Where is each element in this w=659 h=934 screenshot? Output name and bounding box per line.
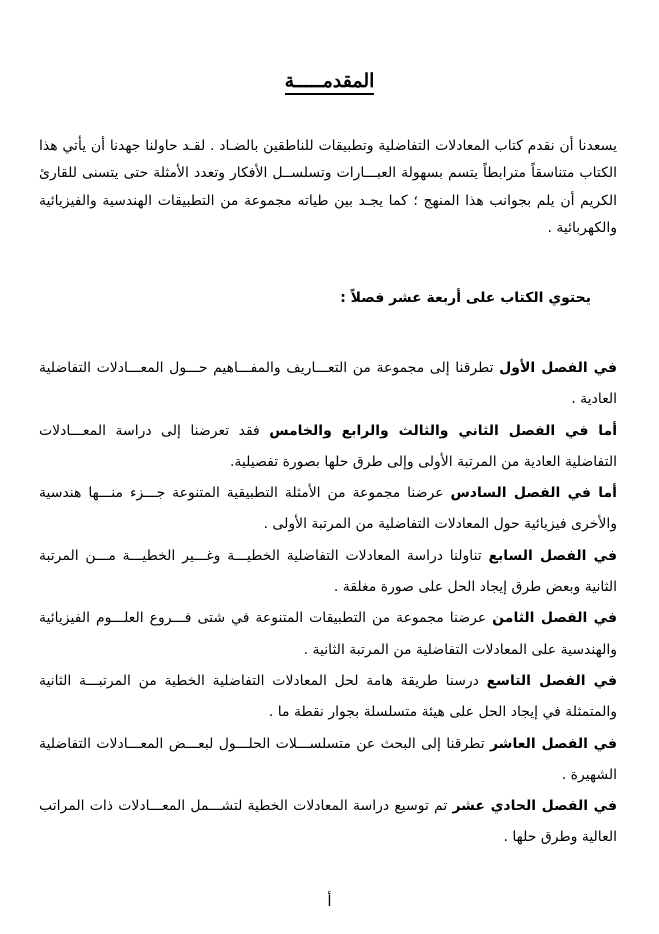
page-number: أ — [327, 892, 332, 910]
chapter-lead: أما في الفصل السادس — [450, 485, 617, 502]
chapter-lead: في الفصل الأول — [499, 360, 617, 376]
chapter-paragraph — [39, 666, 617, 729]
chapter-lead: في الفصل التاسع — [486, 672, 617, 689]
page-title-text: المقدمـــــة — [285, 70, 375, 95]
chapter-lead: في الفصل الثامن — [492, 610, 617, 627]
chapter-text: تطرقنا إلى البحث عن متسلســـلات الحلـــول لبعـــض المعـــادلات التفاضلية الشهيرة . — [39, 735, 617, 783]
chapter-lead: في الفصل السابع — [488, 547, 617, 564]
chapter-text: تطرقنا إلى مجموعة من التعـــاريف والمفـــاهيم حـــول المعـــادلات التفاضلية العادية . — [39, 360, 617, 408]
chapter-paragraph — [39, 478, 617, 541]
intro-text: يسعدنا أن نقدم كتاب المعادلات التفاضلية وتطبيقات للناطقين بالضـاد . لقـد حاولنا جهدنا أن يأتي هذا الكتاب متناسقاً مترابطاً يتسم بسهولة العبـــارات وتسلســل الأفكار وتعدد الأمثلة حتى يتسنى للقارئ الكريم أن يلم بجوانب هذا المنهج ؛ كما يجـد بين طياته مجموعة من التطبيقات الهندسية والفيزيائية والكهربائية . — [39, 138, 617, 237]
chapter-lead: أما في الفصل الثاني والثالث والرابع والخامس — [269, 422, 618, 439]
chapter-text: عرضنا مجموعة من التطبيقات المتنوعة في شتى فـــروع العلـــوم الفيزيائية والهندسية على المعادلات التفاضلية من المرتبة الثانية . — [39, 610, 617, 658]
chapter-lead: في الفصل العاشر — [489, 735, 617, 752]
chapter-text: فقد تعرضنا إلى دراسة المعـــادلات التفاضلية العادية من المرتبة الأولى وإلى طرق حلها بصورة تفصيلية. — [39, 422, 617, 470]
chapter-paragraph — [39, 541, 617, 604]
chapter-paragraph — [39, 353, 617, 416]
chapter-text: عرضنا مجموعة من الأمثلة التطبيقية المتنوعة جـــزء منـــها هندسية والأخرى فيزيائية حول المعادلات التفاضلية من المرتبة الأولى . — [39, 485, 617, 533]
intro-paragraph — [39, 133, 617, 243]
chapter-paragraph — [39, 791, 617, 854]
chapter-paragraph — [39, 729, 617, 792]
chapters-subheading: يحتوي الكتاب على أربعة عشر فصلاً : — [340, 290, 591, 306]
chapter-paragraph — [39, 416, 617, 479]
page-title — [0, 70, 659, 92]
chapter-lead: في الفصل الحادي عشر — [452, 798, 617, 815]
chapter-text: درسنا طريقة هامة لحل المعادلات التفاضلية الخطية من المرتبـــة الثانية والمتمثلة في إيجاد الحل على هيئة متسلسلة بجوار نقطة ما . — [39, 672, 617, 721]
chapter-list — [39, 353, 617, 854]
chapter-text: تم توسيع دراسة المعادلات الخطية لتشـــمل المعـــادلات ذات المراتب العالية وطرق حلها . — [39, 798, 617, 846]
chapter-text: تناولنا دراسة المعادلات التفاضلية الخطيـــة وغـــير الخطيـــة مـــن المرتبة الثانية وبعض طرق إيجاد الحل على صورة مغلقة . — [39, 547, 617, 596]
chapter-paragraph — [39, 603, 617, 666]
